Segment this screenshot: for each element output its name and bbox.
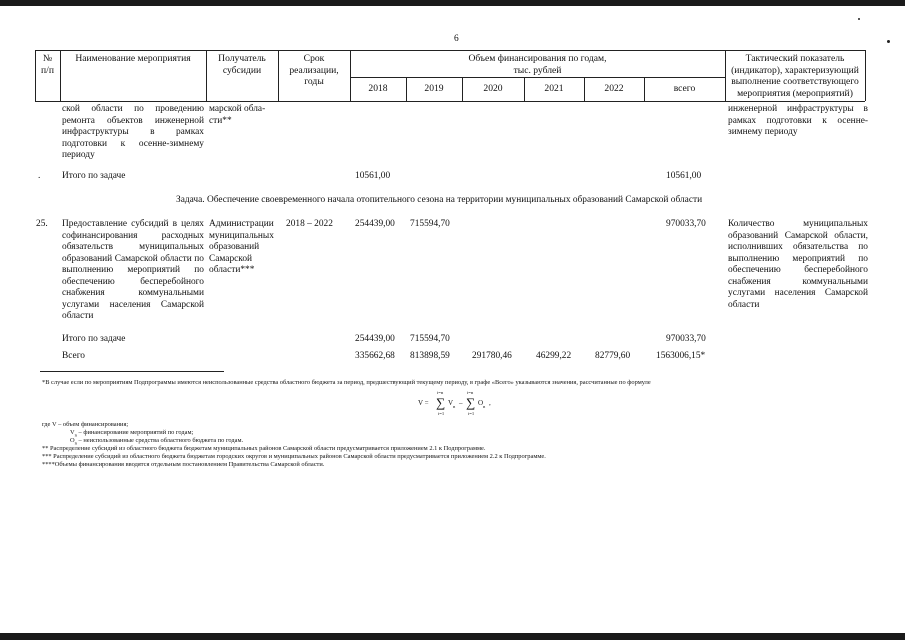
formula-mid-sub: n: [453, 404, 456, 409]
footnote-vn-sub: n: [74, 432, 77, 438]
row-25-term: 2018 – 2022: [286, 219, 333, 229]
formula-mid: V: [448, 399, 454, 407]
vsego-total: 1563006,15*: [656, 351, 706, 361]
header-funding: Объем финансирования по годам, тыс. рублей: [468, 53, 607, 76]
header-name: Наименование мероприятия: [75, 53, 191, 64]
header-indicator: Тактический показатель (индикатор), характеризующий выполнение соответствующего мероприятия (мероприятий): [731, 53, 859, 99]
cont-row-name: ской области по проведению ремонта объектов инженерной инфраструктуры в рамках подготовки к осенне-зимнему периоду: [62, 104, 204, 160]
itogo-2-2019: 715594,70: [410, 334, 450, 344]
formula-end: ,: [489, 399, 491, 407]
formula-sum-bottom-2: i=1: [468, 411, 475, 416]
itogo-1-label: Итого по задаче: [62, 171, 126, 181]
vsego-2020: 291780,46: [472, 351, 512, 361]
itogo-2-label: Итого по задаче: [62, 334, 126, 344]
header-year-2022: 2022: [604, 83, 624, 94]
row-25-total: 970033,70: [666, 219, 706, 229]
footnote-vn-symbol: V: [70, 429, 75, 436]
scan-speck: [887, 40, 890, 43]
vsego-2021: 46299,22: [536, 351, 572, 361]
formula-minus: –: [459, 399, 463, 407]
row-25-indicator: Количество муниципальных образований Самарской области, исполнивших обязательства по выполнению мероприятий по обеспечению бесперебойного снабжения коммунальными услугами населения Самарской области: [728, 219, 868, 310]
formula-left: V =: [418, 399, 429, 407]
footnote-vn-text: – финансирование мероприятий по годам;: [76, 429, 194, 436]
footnote-on-symbol: O: [70, 437, 75, 444]
formula-sum-sign: ∑: [436, 395, 446, 410]
footnote-star-4: ****Объемы финансирования вводятся отдельным постановлением Правительства Самарской области.: [42, 461, 325, 468]
row-25-recipient: Администрации муниципальных образований Самарской области***: [209, 219, 274, 275]
itogo-1-mark: .: [38, 171, 41, 181]
scan-speck: [858, 18, 860, 20]
footnote-star-3: *** Распределение субсидий из областного бюджета бюджетам городских округов и муниципальных районов Самарской области предусматривается приложением 2.2 к Подпрограмме.: [42, 453, 546, 460]
header-year-2019: 2019: [424, 83, 444, 94]
itogo-2-2018: 254439,00: [355, 334, 395, 344]
footnote-star-1: *В случае если по мероприятиям Подпрограммы имеются неиспользованные средства областного бюджета за период, предшествующий текущему периоду, в графе «Всего» указываются значения, рассчитанные по формуле: [42, 379, 651, 386]
formula-right-sub: n: [483, 404, 486, 409]
itogo-2-total: 970033,70: [666, 334, 706, 344]
scan-bottom-edge: [0, 633, 905, 640]
vsego-2022: 82779,60: [595, 351, 631, 361]
scan-top-edge: [0, 0, 905, 6]
row-25-name: Предоставление субсидий в целях софинансирования расходных обязательств муниципальных образований Самарской области по выполнению мероприятий по обеспечению бесперебойного снабжения коммунальными услугами населения Самарской области: [62, 219, 204, 321]
vsego-2018: 335662,68: [355, 351, 395, 361]
row-25-num: 25.: [36, 219, 48, 229]
footnote-on-text: – неиспользованные средства областного бюджета по годам.: [76, 437, 244, 444]
page-number: 6: [454, 34, 459, 44]
footnote-star-2: ** Распределение субсидий из областного бюджета бюджетам муниципальных районов Самарской области предусматривается приложением 2.1 к Подпрограмме.: [42, 445, 486, 452]
formula-right: O: [478, 399, 484, 407]
header-year-2021: 2021: [544, 83, 564, 94]
footnote-where: где V – объем финансирования;: [42, 421, 129, 428]
footnote-on-sub: n: [74, 440, 77, 446]
header-total: всего: [673, 83, 696, 94]
footnote-separator: [40, 371, 224, 372]
task-title: Задача. Обеспечение своевременного начала отопительного сезона на территории муниципальных образований Самарской области: [176, 195, 703, 205]
header-recipient: Получатель субсидии: [218, 53, 266, 76]
table-header-bottom-border: [35, 101, 865, 102]
formula-sum-sign-2: ∑: [466, 395, 476, 410]
vsego-label: Всего: [62, 351, 85, 361]
header-year-2018: 2018: [368, 83, 388, 94]
formula-sum-top: i=n: [437, 390, 444, 395]
header-term: Срок реализации, годы: [289, 53, 339, 87]
vsego-2019: 813898,59: [410, 351, 450, 361]
row-25-2019: 715594,70: [410, 219, 450, 229]
row-25-2018: 254439,00: [355, 219, 395, 229]
formula: [418, 390, 508, 420]
header-year-2020: 2020: [483, 83, 503, 94]
cont-row-indicator: инженерной инфраструктуры в рамках подготовки к осенне-зимнему периоду: [728, 104, 868, 137]
formula-sum-bottom: i=1: [438, 411, 445, 416]
itogo-1-total: 10561,00: [666, 171, 702, 181]
itogo-1-2018: 10561,00: [355, 171, 391, 181]
cont-row-recipient: марской обла- сти**: [209, 104, 266, 126]
table-top-border: [35, 50, 865, 51]
formula-sum-top-2: i=n: [467, 390, 474, 395]
header-num: № п/п: [41, 53, 54, 76]
table-right-border: [865, 50, 866, 101]
